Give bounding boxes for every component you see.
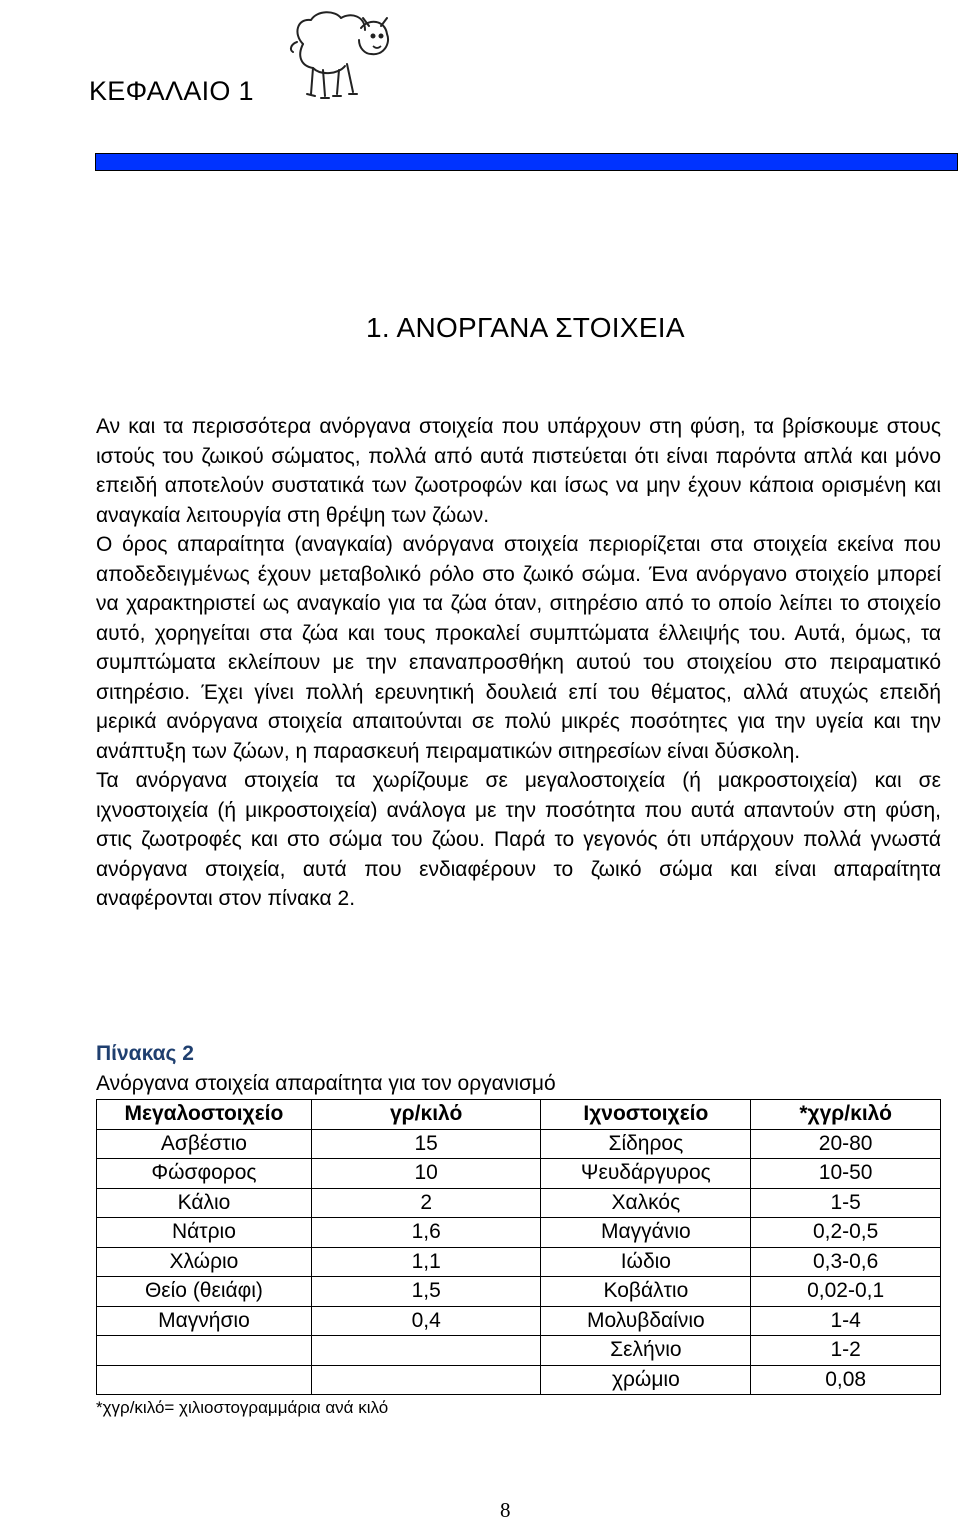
table-caption: Ανόργανα στοιχεία απαραίτητα για τον οργανισμό bbox=[96, 1072, 556, 1095]
table-cell: Μολυβδαίνιο bbox=[541, 1306, 751, 1336]
chapter-title: ΚΕΦΑΛΑΙΟ 1 bbox=[89, 76, 254, 106]
table-footnote: *χγρ/κιλό= χιλιοστογραμμάρια ανά κιλό bbox=[96, 1398, 389, 1417]
table-cell: Κάλιο bbox=[97, 1188, 312, 1218]
table-cell: 15 bbox=[311, 1129, 541, 1159]
table-cell: 1-4 bbox=[751, 1306, 941, 1336]
column-header: γρ/κιλό bbox=[311, 1100, 541, 1130]
table-row bbox=[97, 1129, 941, 1159]
table-cell: 10-50 bbox=[751, 1159, 941, 1189]
table-header-row bbox=[97, 1100, 941, 1130]
paragraph: Αν και τα περισσότερα ανόργανα στοιχεία που υπάρχουν στη φύση, τα βρίσκουμε στους ιστούς του ζωικού σώματος, πολλά από αυτά πιστεύεται ότι είναι παρόντα απλά και μόνο επειδή αποτελούν συστατικά των ζωοτροφών και ίσως να μην έχουν κάποια ορισμένη και αναγκαία λειτουργία στη θρέψη των ζώων. bbox=[96, 415, 941, 527]
table-cell: 10 bbox=[311, 1159, 541, 1189]
table-cell: Σίδηρος bbox=[541, 1129, 751, 1159]
column-header: *χγρ/κιλό bbox=[751, 1100, 941, 1130]
table-cell: 1,5 bbox=[311, 1277, 541, 1307]
table-cell: 1-2 bbox=[751, 1336, 941, 1366]
page-number: 8 bbox=[500, 1498, 511, 1522]
table-cell: Μαγνήσιο bbox=[97, 1306, 312, 1336]
table-cell: 0,2-0,5 bbox=[751, 1218, 941, 1248]
table-cell: Ψευδάργυρος bbox=[541, 1159, 751, 1189]
table-cell: Χαλκός bbox=[541, 1188, 751, 1218]
table-heading: Πίνακας 2 bbox=[96, 1042, 194, 1065]
table-row bbox=[97, 1336, 941, 1366]
table-row bbox=[97, 1365, 941, 1395]
table-cell: Ασβέστιο bbox=[97, 1129, 312, 1159]
table-cell: Νάτριο bbox=[97, 1218, 312, 1248]
table-cell: Σελήνιο bbox=[541, 1336, 751, 1366]
section-title: 1. ΑΝΟΡΓΑΝΑ ΣΤΟΙΧΕΙΑ bbox=[366, 312, 685, 343]
column-header: Μεγαλοστοιχείο bbox=[97, 1100, 312, 1130]
table-cell: 0,08 bbox=[751, 1365, 941, 1395]
table-cell: χρώμιο bbox=[541, 1365, 751, 1395]
table-cell: Θείο (θειάφι) bbox=[97, 1277, 312, 1307]
table-cell: Χλώριο bbox=[97, 1247, 312, 1277]
table-cell bbox=[311, 1365, 541, 1395]
table-cell: Φώσφορος bbox=[97, 1159, 312, 1189]
table-cell bbox=[97, 1336, 312, 1366]
header-rule-bar bbox=[95, 153, 958, 171]
table-cell: Μαγγάνιο bbox=[541, 1218, 751, 1248]
paragraph: Ο όρος απαραίτητα (αναγκαία) ανόργανα στοιχεία περιορίζεται στα στοιχεία εκείνα που αποδεδειγμένως έχουν μεταβολικό ρόλο στο ζωικό σώμα. Ένα ανόργανο στοιχείο μπορεί να χαρακτηριστεί ως αναγκαίο για τα ζώα όταν, σιτηρέσιο από το οποίο λείπει το στοιχείο αυτό, χορηγείται στα ζώα και τους προκαλεί συμπτώματα έλλειψής του. Αυτά, όμως, τα συμπτώματα εκλείπουν με την επαναπροσθήκη αυτού του στοιχείου στο πειραματικό σιτηρέσιο. Έχει γίνει πολλή ερευνητική δουλειά επί του θέματος, αλλά ατυχώς επειδή μερικά ανόργανα στοιχεία απαιτούνται σε πολύ μικρές ποσότητες για την υγεία και την ανάπτυξη των ζώων, η παρασκευή πειραματικών σιτηρεσίων είναι δύσκολη. bbox=[96, 533, 941, 763]
table-cell bbox=[311, 1336, 541, 1366]
table-cell: 20-80 bbox=[751, 1129, 941, 1159]
column-header: Ιχνοστοιχείο bbox=[541, 1100, 751, 1130]
paragraph: Τα ανόργανα στοιχεία τα χωρίζουμε σε μεγαλοστοιχεία (ή μακροστοιχεία) και σε ιχνοστοιχεία (ή μικροστοιχεία) ανάλογα με την ποσότητα που αυτά απαντούν στη φύση, στις ζωοτροφές και στο σώμα του ζώου. Παρά το γεγονός ότι υπάρχουν πολλά γνωστά ανόργανα στοιχεία, αυτά που ενδιαφέρουν το ζωικό σώμα και είναι απαραίτητα αναφέρονται στον πίνακα 2. bbox=[96, 769, 941, 910]
table-cell: 1-5 bbox=[751, 1188, 941, 1218]
table-row bbox=[97, 1159, 941, 1189]
table-cell: 0,3-0,6 bbox=[751, 1247, 941, 1277]
lamb-icon bbox=[283, 4, 399, 108]
table-row bbox=[97, 1247, 941, 1277]
table-cell: 1,1 bbox=[311, 1247, 541, 1277]
table-cell: 0,4 bbox=[311, 1306, 541, 1336]
table-cell: Κοβάλτιο bbox=[541, 1277, 751, 1307]
table-row bbox=[97, 1277, 941, 1307]
table-cell: 1,6 bbox=[311, 1218, 541, 1248]
table-cell: Ιώδιο bbox=[541, 1247, 751, 1277]
body-text bbox=[96, 412, 941, 914]
table-cell: 2 bbox=[311, 1188, 541, 1218]
table-row bbox=[97, 1188, 941, 1218]
elements-table bbox=[96, 1099, 941, 1395]
table-row bbox=[97, 1306, 941, 1336]
table-cell bbox=[97, 1365, 312, 1395]
table-cell: 0,02-0,1 bbox=[751, 1277, 941, 1307]
table-row bbox=[97, 1218, 941, 1248]
